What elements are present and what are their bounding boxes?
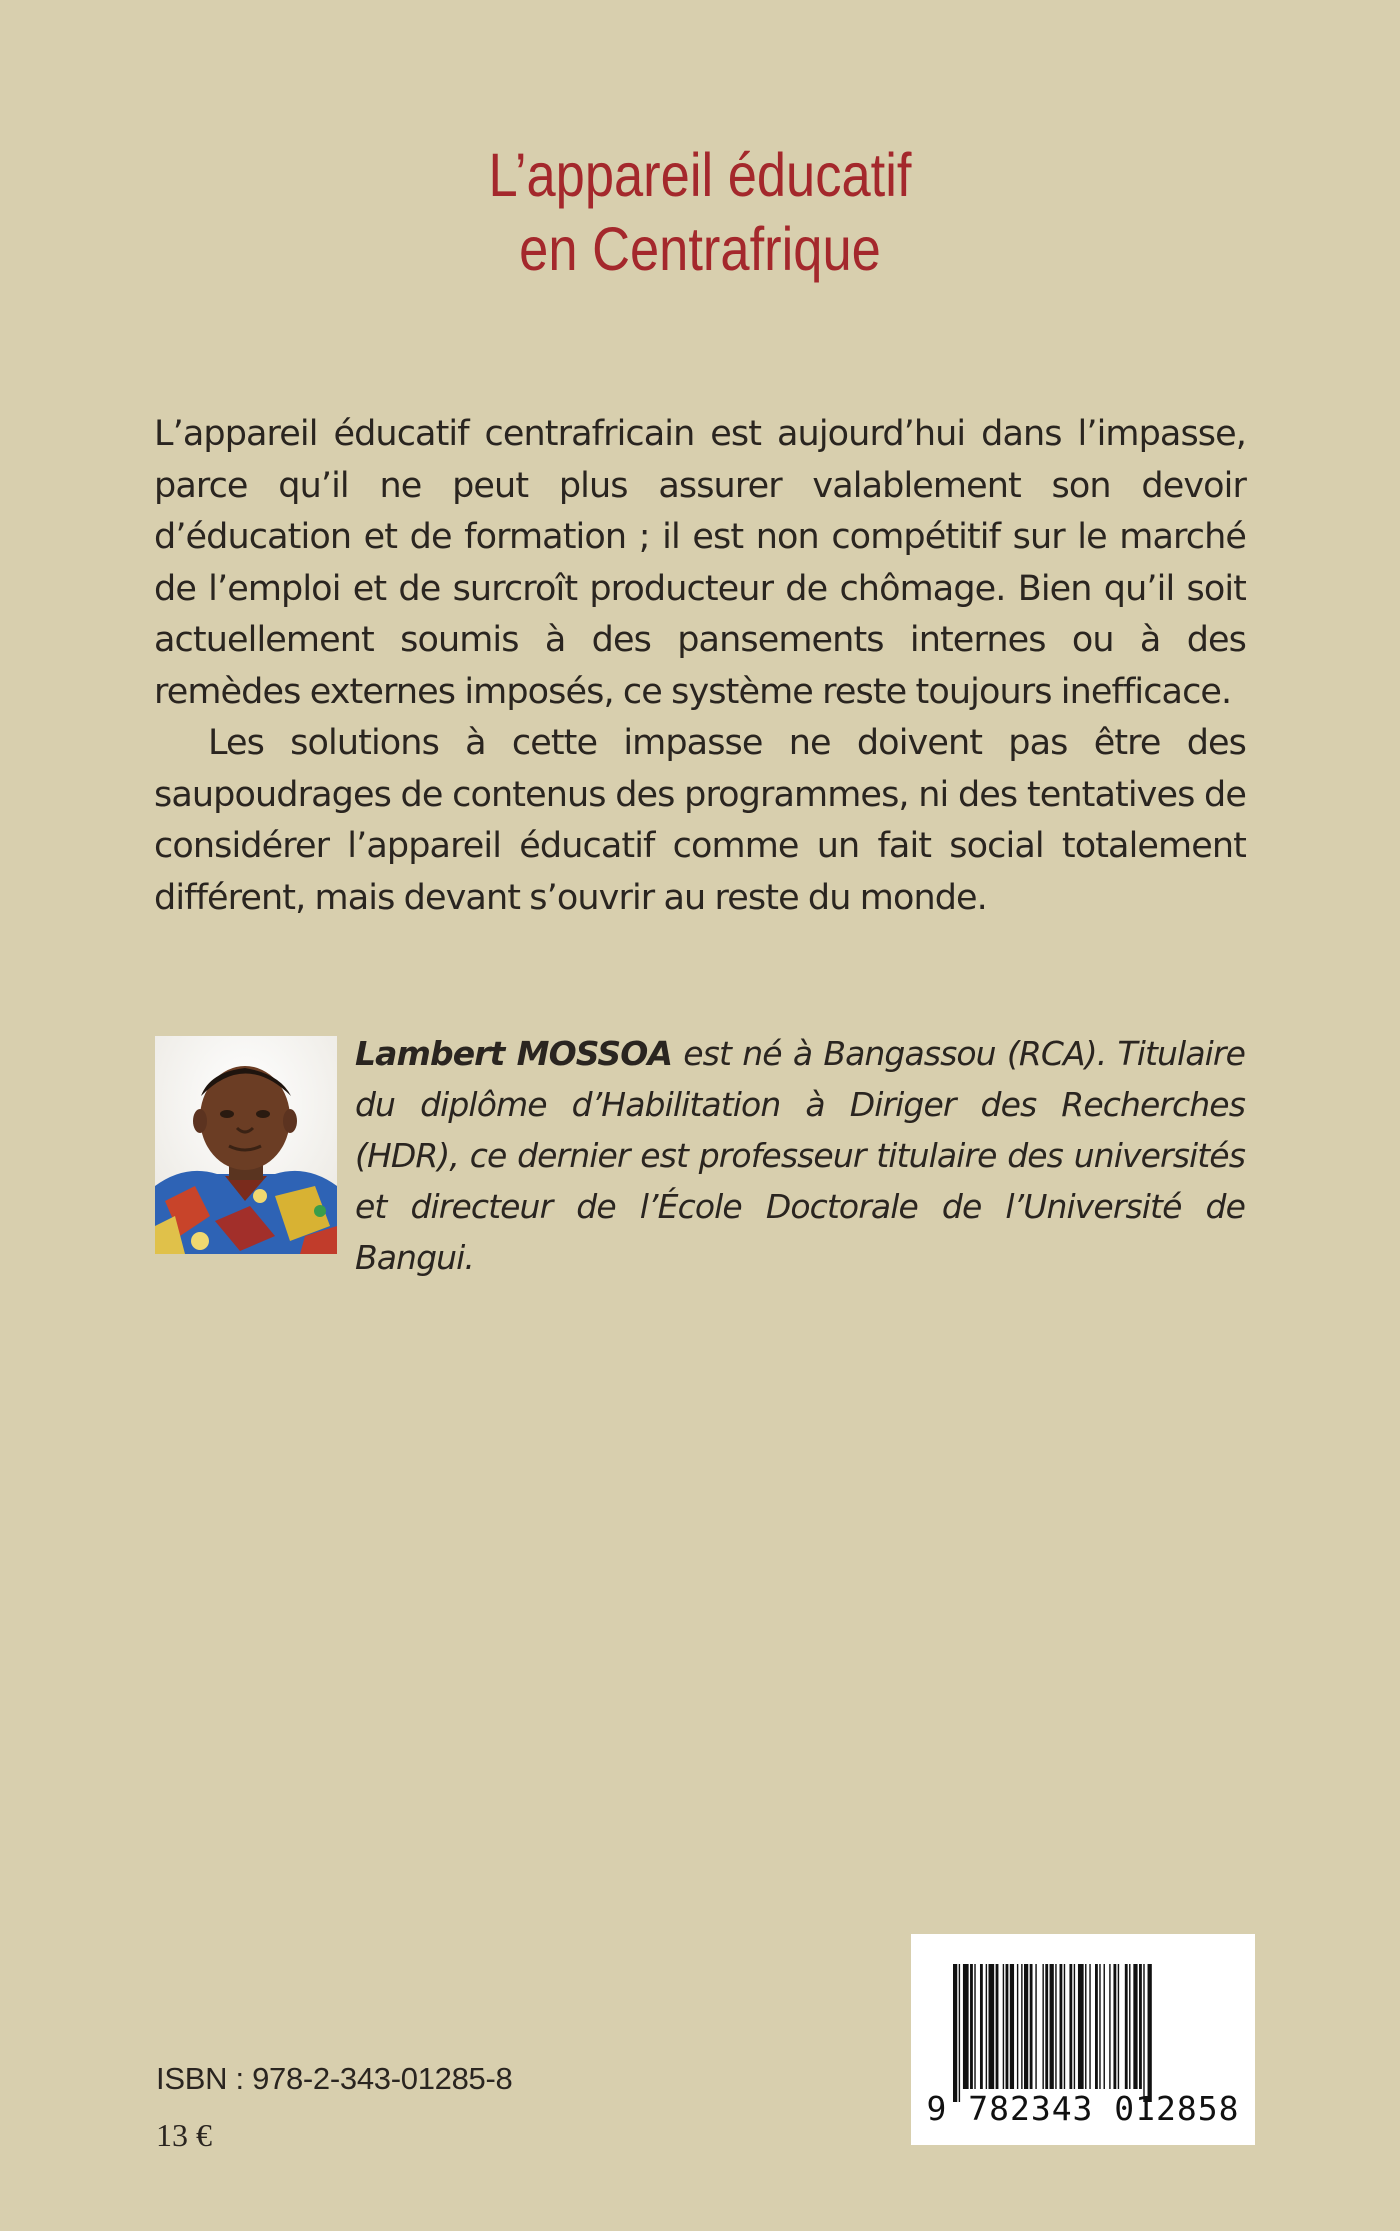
barcode-bar: [1139, 1964, 1142, 2089]
blurb-paragraph-1: L’appareil éducatif centrafricain est aujourd’hui dans l’impasse, parce qu’il ne peut plus assurer valablement son devoir d’éducation et de formation ; il est non compétitif sur le marché de l’emploi et de surcroît producteur de chômage. Bien qu’il soit actuellement soumis à des pansements internes ou à des remèdes externes imposés, ce système reste toujours inefficace.: [154, 414, 1246, 712]
barcode-bar: [1095, 1964, 1098, 2089]
barcode-bar: [1078, 1964, 1084, 2089]
barcode-bar: [1129, 1964, 1130, 2089]
barcode-bar: [1125, 1964, 1128, 2089]
barcode-bar: [1089, 1964, 1090, 2089]
barcode-bar: [1060, 1964, 1063, 2089]
book-title-line-2: en Centrafrique: [519, 215, 881, 283]
author-bio-text: est né à Bangassou (RCA). Titulaire du diplôme d’Habilitation à Diriger des Recherches (HDR), ce dernier est professeur titulaire des universités et directeur de l’École Doctorale de l’Université de Bangui.: [355, 1034, 1245, 1277]
barcode-bar: [980, 1964, 983, 2089]
barcode-bar: [1030, 1964, 1033, 2089]
barcode-bar: [1133, 1964, 1137, 2089]
barcode-bar: [1017, 1964, 1018, 2089]
barcode-bar: [1045, 1964, 1048, 2089]
barcode-bar: [963, 1964, 969, 2089]
barcode-bar: [1074, 1964, 1075, 2089]
barcode: [911, 1934, 1255, 2145]
blurb-paragraph-2: Les solutions à cette impasse ne doivent pas être des saupoudrages de contenus des programmes, ni des tentatives de considérer l’appareil éducatif comme un fait social totalement différent, mais devant s’ouvrir au reste du monde.: [154, 723, 1246, 918]
book-title-line-1: L’appareil éducatif: [488, 141, 912, 209]
barcode-bar: [1118, 1964, 1119, 2089]
barcode-bar: [1113, 1964, 1116, 2089]
barcode-bar: [1109, 1964, 1110, 2089]
barcode-bar: [953, 1964, 957, 2102]
author-name: Lambert MOSSOA: [355, 1034, 673, 1073]
barcode-bar: [1035, 1964, 1036, 2089]
barcode-digits: 9 782343 012858: [926, 2089, 1240, 2128]
author-bio: [355, 1028, 1245, 1283]
barcode-bar: [1042, 1964, 1043, 2089]
barcode-bar: [959, 1964, 960, 2102]
barcode-bar: [970, 1964, 973, 2089]
isbn: ISBN : 978-2-343-01285-8: [156, 2061, 513, 2096]
barcode-bar: [996, 1964, 999, 2089]
barcode-bar: [1055, 1964, 1056, 2089]
barcode-bar: [986, 1964, 987, 2089]
barcode-bar: [1099, 1964, 1100, 2089]
barcode-bar: [1104, 1964, 1105, 2089]
barcode-bar: [1148, 1964, 1152, 2102]
barcode-bar: [1069, 1964, 1072, 2089]
author-photo: [155, 1036, 337, 1254]
price: 13 €: [156, 2117, 212, 2153]
barcode-bar: [1021, 1964, 1022, 2089]
blurb: [154, 409, 1246, 924]
book-title: [98, 138, 1302, 286]
barcode-bar: [1064, 1964, 1065, 2089]
barcode-bar: [974, 1964, 975, 2089]
barcode-bar: [1003, 1964, 1004, 2089]
barcode-bar: [1010, 1964, 1014, 2089]
barcode-bar: [1006, 1964, 1009, 2089]
barcode-bar: [1143, 1964, 1144, 2102]
barcode-bar: [1050, 1964, 1054, 2089]
barcode-bar: [1024, 1964, 1028, 2089]
barcode-bar: [989, 1964, 995, 2089]
barcode-bar: [1085, 1964, 1086, 2089]
